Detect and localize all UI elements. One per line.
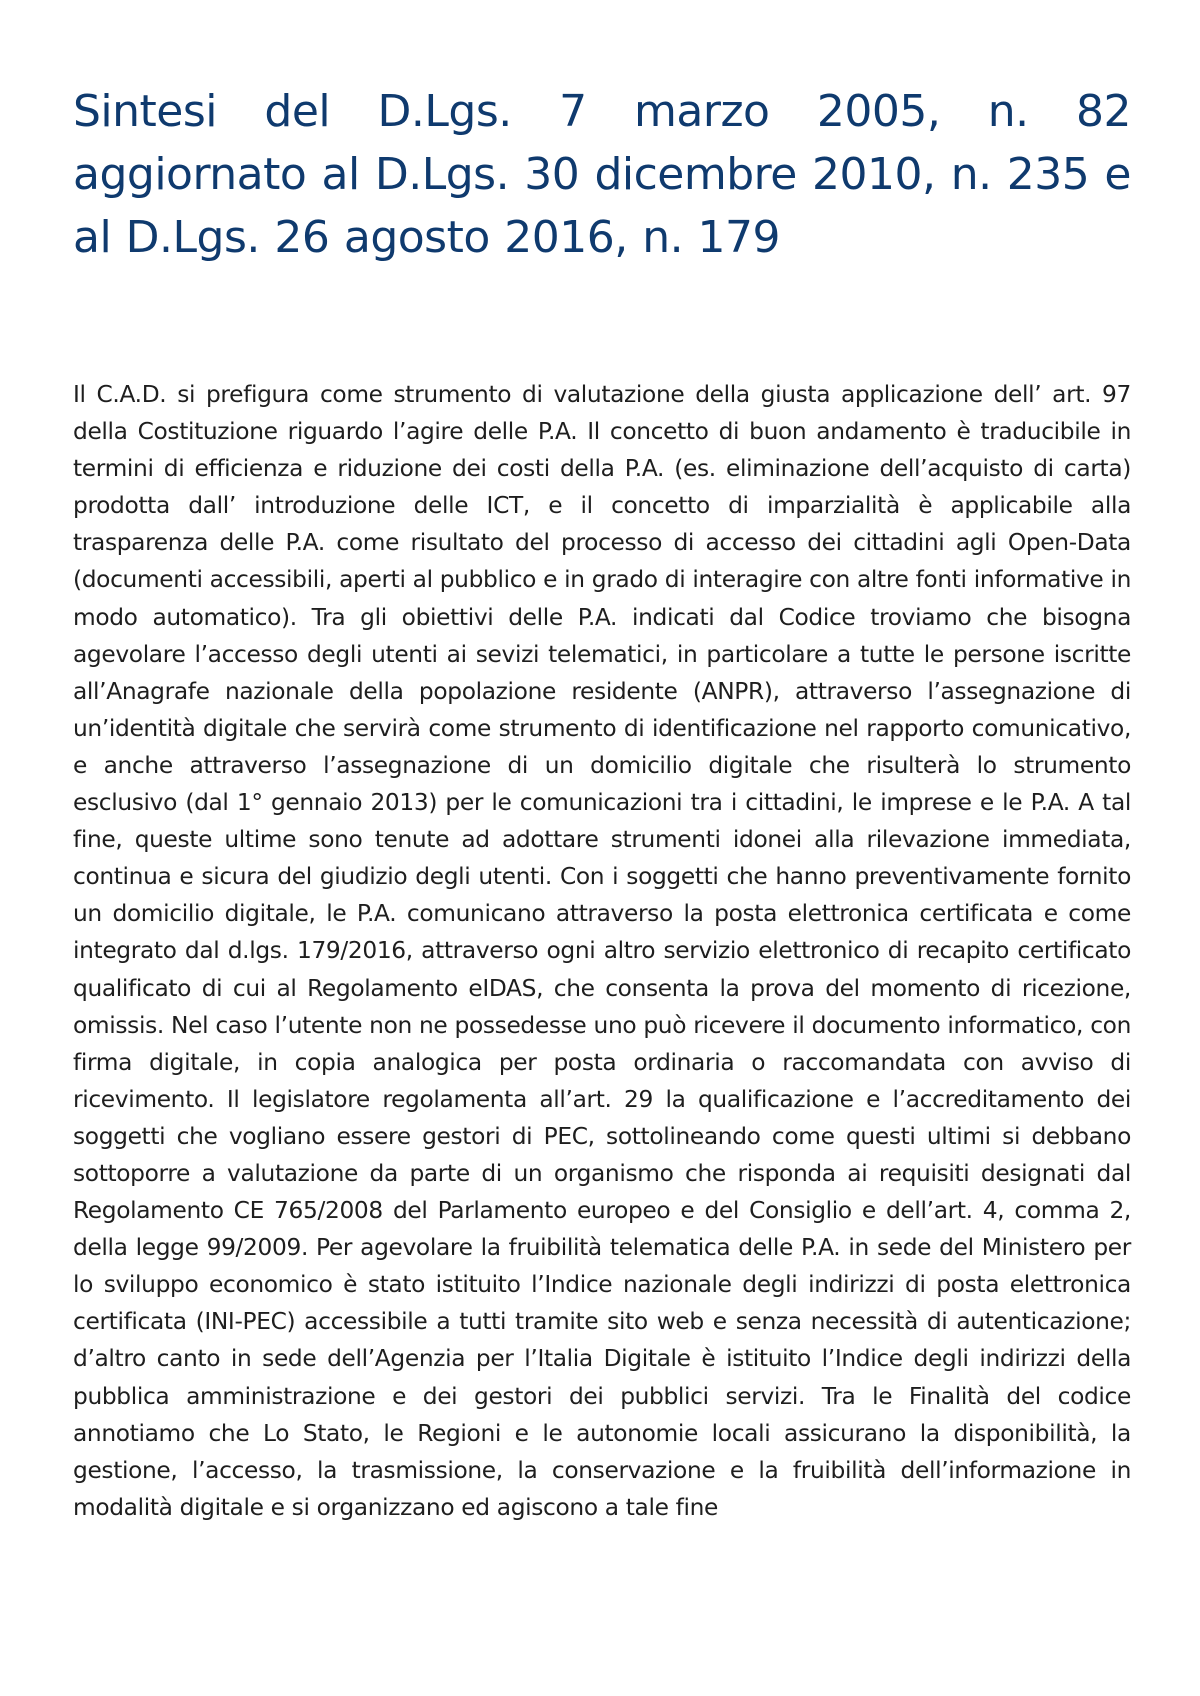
document-page (73, 80, 1131, 1526)
document-body: Il C.A.D. si prefigura come strumento di valutazione della giusta applicazione dell’ art. 97 della Costituzione riguardo l’agire delle P.A. Il concetto di buon andamento è traducibile in termini di efficienza e riduzione dei costi della P.A. (es. eliminazione dell’acquisto di carta) prodotta dall’ introduzione delle ICT, e il concetto di imparzialità è applicabile alla trasparenza delle P.A. come risultato del processo di accesso dei cittadini agli Open-Data (documenti accessibili, aperti al pubblico e in grado di interagire con altre fonti informative in modo automatico). Tra gli obiettivi delle P.A. indicati dal Codice troviamo che bisogna agevolare l’accesso degli utenti ai sevizi telematici, in particolare a tutte le persone iscritte all’Anagrafe nazionale della popolazione residente (ANPR), attraverso l’assegnazione di un’identità digitale che servirà come strumento di identificazione nel rapporto comunicativo, e anche attraverso l’assegnazione di un domicilio digitale che risulterà lo strumento esclusivo (dal 1° gennaio 2013) per le comunicazioni tra i cittadini, le imprese e le P.A. A tal fine, queste ultime sono tenute ad adottare strumenti idonei alla rilevazione immediata, continua e sicura del giudizio degli utenti. Con i soggetti che hanno preventivamente fornito un domicilio digitale, le P.A. comunicano attraverso la posta elettronica certificata e come integrato dal d.lgs. 179/2016, attraverso ogni altro servizio elettronico di recapito certificato qualificato di cui al Regolamento eIDAS, che consenta la prova del momento di ricezione, omissis. Nel caso l’utente non ne possedesse uno può ricevere il documento informatico, con firma digitale, in copia analogica per posta ordinaria o raccomandata con avviso di ricevimento. Il legislatore regolamenta all’art. 29 la qualificazione e l’accreditamento dei soggetti che vogliano essere gestori di PEC, sottolineando come questi ultimi si debbano sottoporre a valutazione da parte di un organismo che risponda ai requisiti designati dal Regolamento CE 765/2008 del Parlamento europeo e del Consiglio e dell’art. 4, comma 2, della legge 99/2009. Per agevolare la fruibilità telematica delle P.A. in sede del Ministero per lo sviluppo economico è stato istituito l’Indice nazionale degli indirizzi di posta elettronica certificata (INI-PEC) accessibile a tutti tramite sito web e senza necessità di autenticazione; d’altro canto in sede dell’Agenzia per l’Italia Digitale è istituito l’Indice degli indirizzi della pubblica amministrazione e dei gestori dei pubblici servizi. Tra le Finalità del codice annotiamo che Lo Stato, le Regioni e le autonomie locali assicurano la disponibilità, la gestione, l’accesso, la trasmissione, la conservazione e la fruibilità dell’informazione in modalità digitale e si organizzano ed agiscono a tale fine (73, 381, 1132, 1521)
document-title: Sintesi del D.Lgs. 7 marzo 2005, n. 82 aggiornato al D.Lgs. 30 dicembre 2010, n. 235 e al D.Lgs. 26 agosto 2016, n. 179 (73, 86, 1131, 263)
